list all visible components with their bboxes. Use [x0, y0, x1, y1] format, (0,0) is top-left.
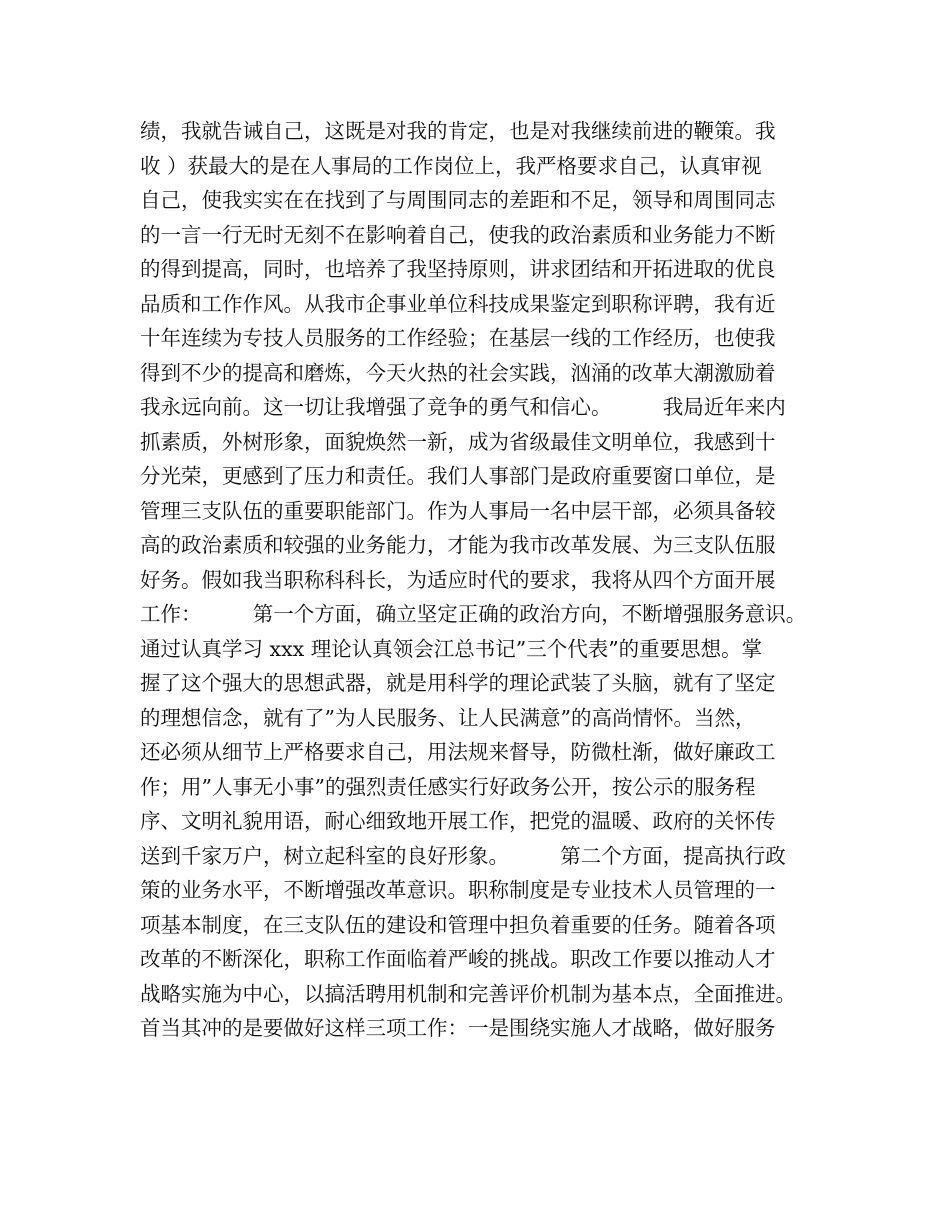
text-line: 抓素质，外树形象，面貌焕然一新，成为省级最佳文明单位，我感到十 — [140, 429, 776, 454]
text-line: 十年连续为专技人员服务的工作经验；在基层一线的工作经历，也使我 — [140, 326, 776, 350]
text-line: 送到千家万户，树立起科室的良好形象。 第二个方面，提高执行政 — [140, 843, 786, 868]
text-line: 首当其冲的是要做好这样三项工作：一是围绕实施人才战略，做好服务 — [140, 1016, 776, 1040]
text-line: 高的政治素质和较强的业务能力，才能为我市改革发展、为三支队伍服 — [140, 533, 776, 557]
text-line: 工作： 第一个方面，确立坚定正确的政治方向，不断增强服务意识。 — [140, 602, 807, 626]
text-line: 绩，我就告诫自己，这既是对我的肯定，也是对我继续前进的鞭策。我 — [140, 119, 776, 143]
text-line: 握了这个强大的思想武器，就是用科学的理论武装了头脑，就有了坚定 — [140, 671, 776, 695]
text-line: 管理三支队伍的重要职能部门。作为人事局一名中层干部，必须具备较 — [140, 498, 776, 523]
text-line: 战略实施为中心，以搞活聘用机制和完善评价机制为基本点，全面推进。 — [140, 981, 796, 1006]
text-line: 得到不少的提高和磨炼，今天火热的社会实践，汹涌的改革大潮激励着 — [140, 360, 776, 385]
text-line: 作；用”人事无小事”的强烈责任感实行好政务公开，按公示的服务程 — [140, 774, 756, 799]
text-line: 项基本制度，在三支队伍的建设和管理中担负着重要的任务。随着各项 — [140, 912, 776, 937]
text-line: 好务。假如我当职称科科长，为适应时代的要求，我将从四个方面开展 — [140, 567, 776, 592]
text-line: 的理想信念，就有了”为人民服务、让人民满意”的高尚情怀。当然， — [140, 705, 756, 730]
text-line: 分光荣，更感到了压力和责任。我们人事部门是政府重要窗口单位，是 — [140, 464, 776, 488]
text-line: 品质和工作作风。从我市企事业单位科技成果鉴定到职称评聘，我有近 — [140, 291, 776, 316]
text-line: 改革的不断深化，职称工作面临着严峻的挑战。职改工作要以推动人才 — [140, 947, 776, 971]
text-line: 策的业务水平，不断增强改革意识。职称制度是专业技术人员管理的一 — [140, 878, 776, 902]
text-line: 我永远向前。这一切让我增强了竞争的勇气和信心。 我局近年来内 — [140, 395, 786, 419]
text-line: 的一言一行无时无刻不在影响着自己，使我的政治素质和业务能力不断 — [140, 222, 776, 247]
text-line: 收 ）获最大的是在人事局的工作岗位上，我严格要求自己，认真审视 — [140, 153, 762, 178]
text-line: 序、文明礼貌用语，耐心细致地开展工作，把党的温暖、政府的关怀传 — [140, 809, 776, 833]
text-line: 通过认真学习 xxx 理论认真领会江总书记”三个代表”的重要思想。掌 — [140, 636, 763, 661]
text-line: 的得到提高，同时，也培养了我坚持原则，讲求团结和开拓进取的优良 — [140, 257, 776, 281]
text-line: 自己，使我实实在在找到了与周围同志的差距和不足，领导和周围同志 — [140, 188, 776, 212]
text-line: 还必须从细节上严格要求自己，用法规来督导，防微杜渐，做好廉政工 — [140, 740, 776, 764]
document-body-text — [140, 114, 840, 1046]
